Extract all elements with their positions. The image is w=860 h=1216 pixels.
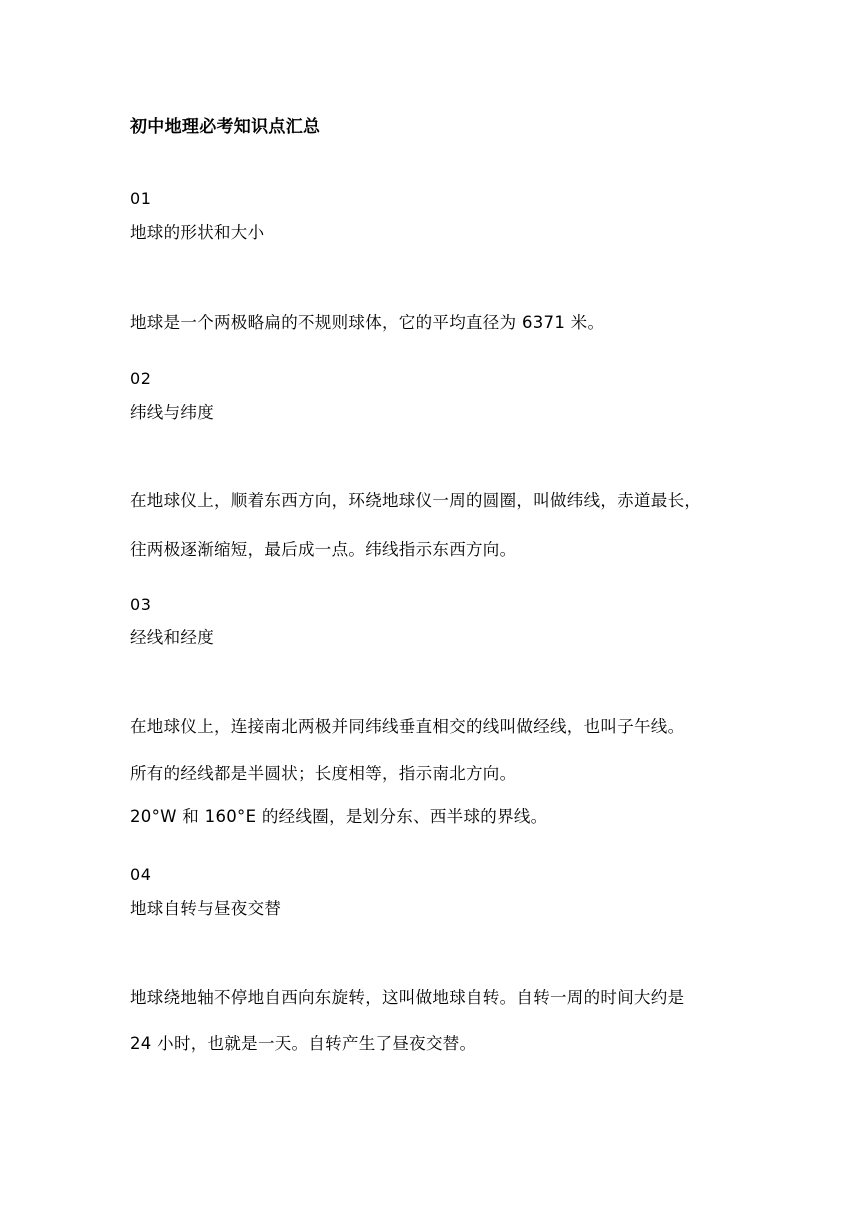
section-heading: 纬线与纬度	[130, 403, 214, 422]
document-title: 初中地理必考知识点汇总	[130, 117, 321, 137]
section-paragraph: 所有的经线都是半圆状；长度相等，指示南北方向。	[130, 764, 517, 783]
section-paragraph: 在地球仪上，顺着东西方向，环绕地球仪一周的圆圈，叫做纬线，赤道最长，	[130, 491, 702, 510]
section-paragraph: 地球绕地轴不停地自西向东旋转，这叫做地球自转。自转一周的时间大约是	[130, 988, 685, 1007]
section-number: 03	[130, 595, 152, 614]
section-number: 01	[130, 189, 152, 208]
section-heading: 地球自转与昼夜交替	[130, 899, 282, 918]
section-heading: 经线和经度	[130, 628, 214, 647]
section-paragraph: 在地球仪上，连接南北两极并同纬线垂直相交的线叫做经线，也叫子午线。	[130, 717, 685, 736]
section-heading: 地球的形状和大小	[130, 223, 265, 242]
section-number: 04	[130, 865, 152, 884]
section-paragraph: 20°W 和 160°E 的经线圈，是划分东、西半球的界线。	[130, 807, 548, 826]
section-number: 02	[130, 369, 152, 388]
section-paragraph: 地球是一个两极略扁的不规则球体，它的平均直径为 6371 米。	[130, 313, 605, 332]
section-paragraph: 24 小时，也就是一天。自转产生了昼夜交替。	[130, 1034, 477, 1053]
section-paragraph: 往两极逐渐缩短，最后成一点。纬线指示东西方向。	[130, 540, 517, 559]
